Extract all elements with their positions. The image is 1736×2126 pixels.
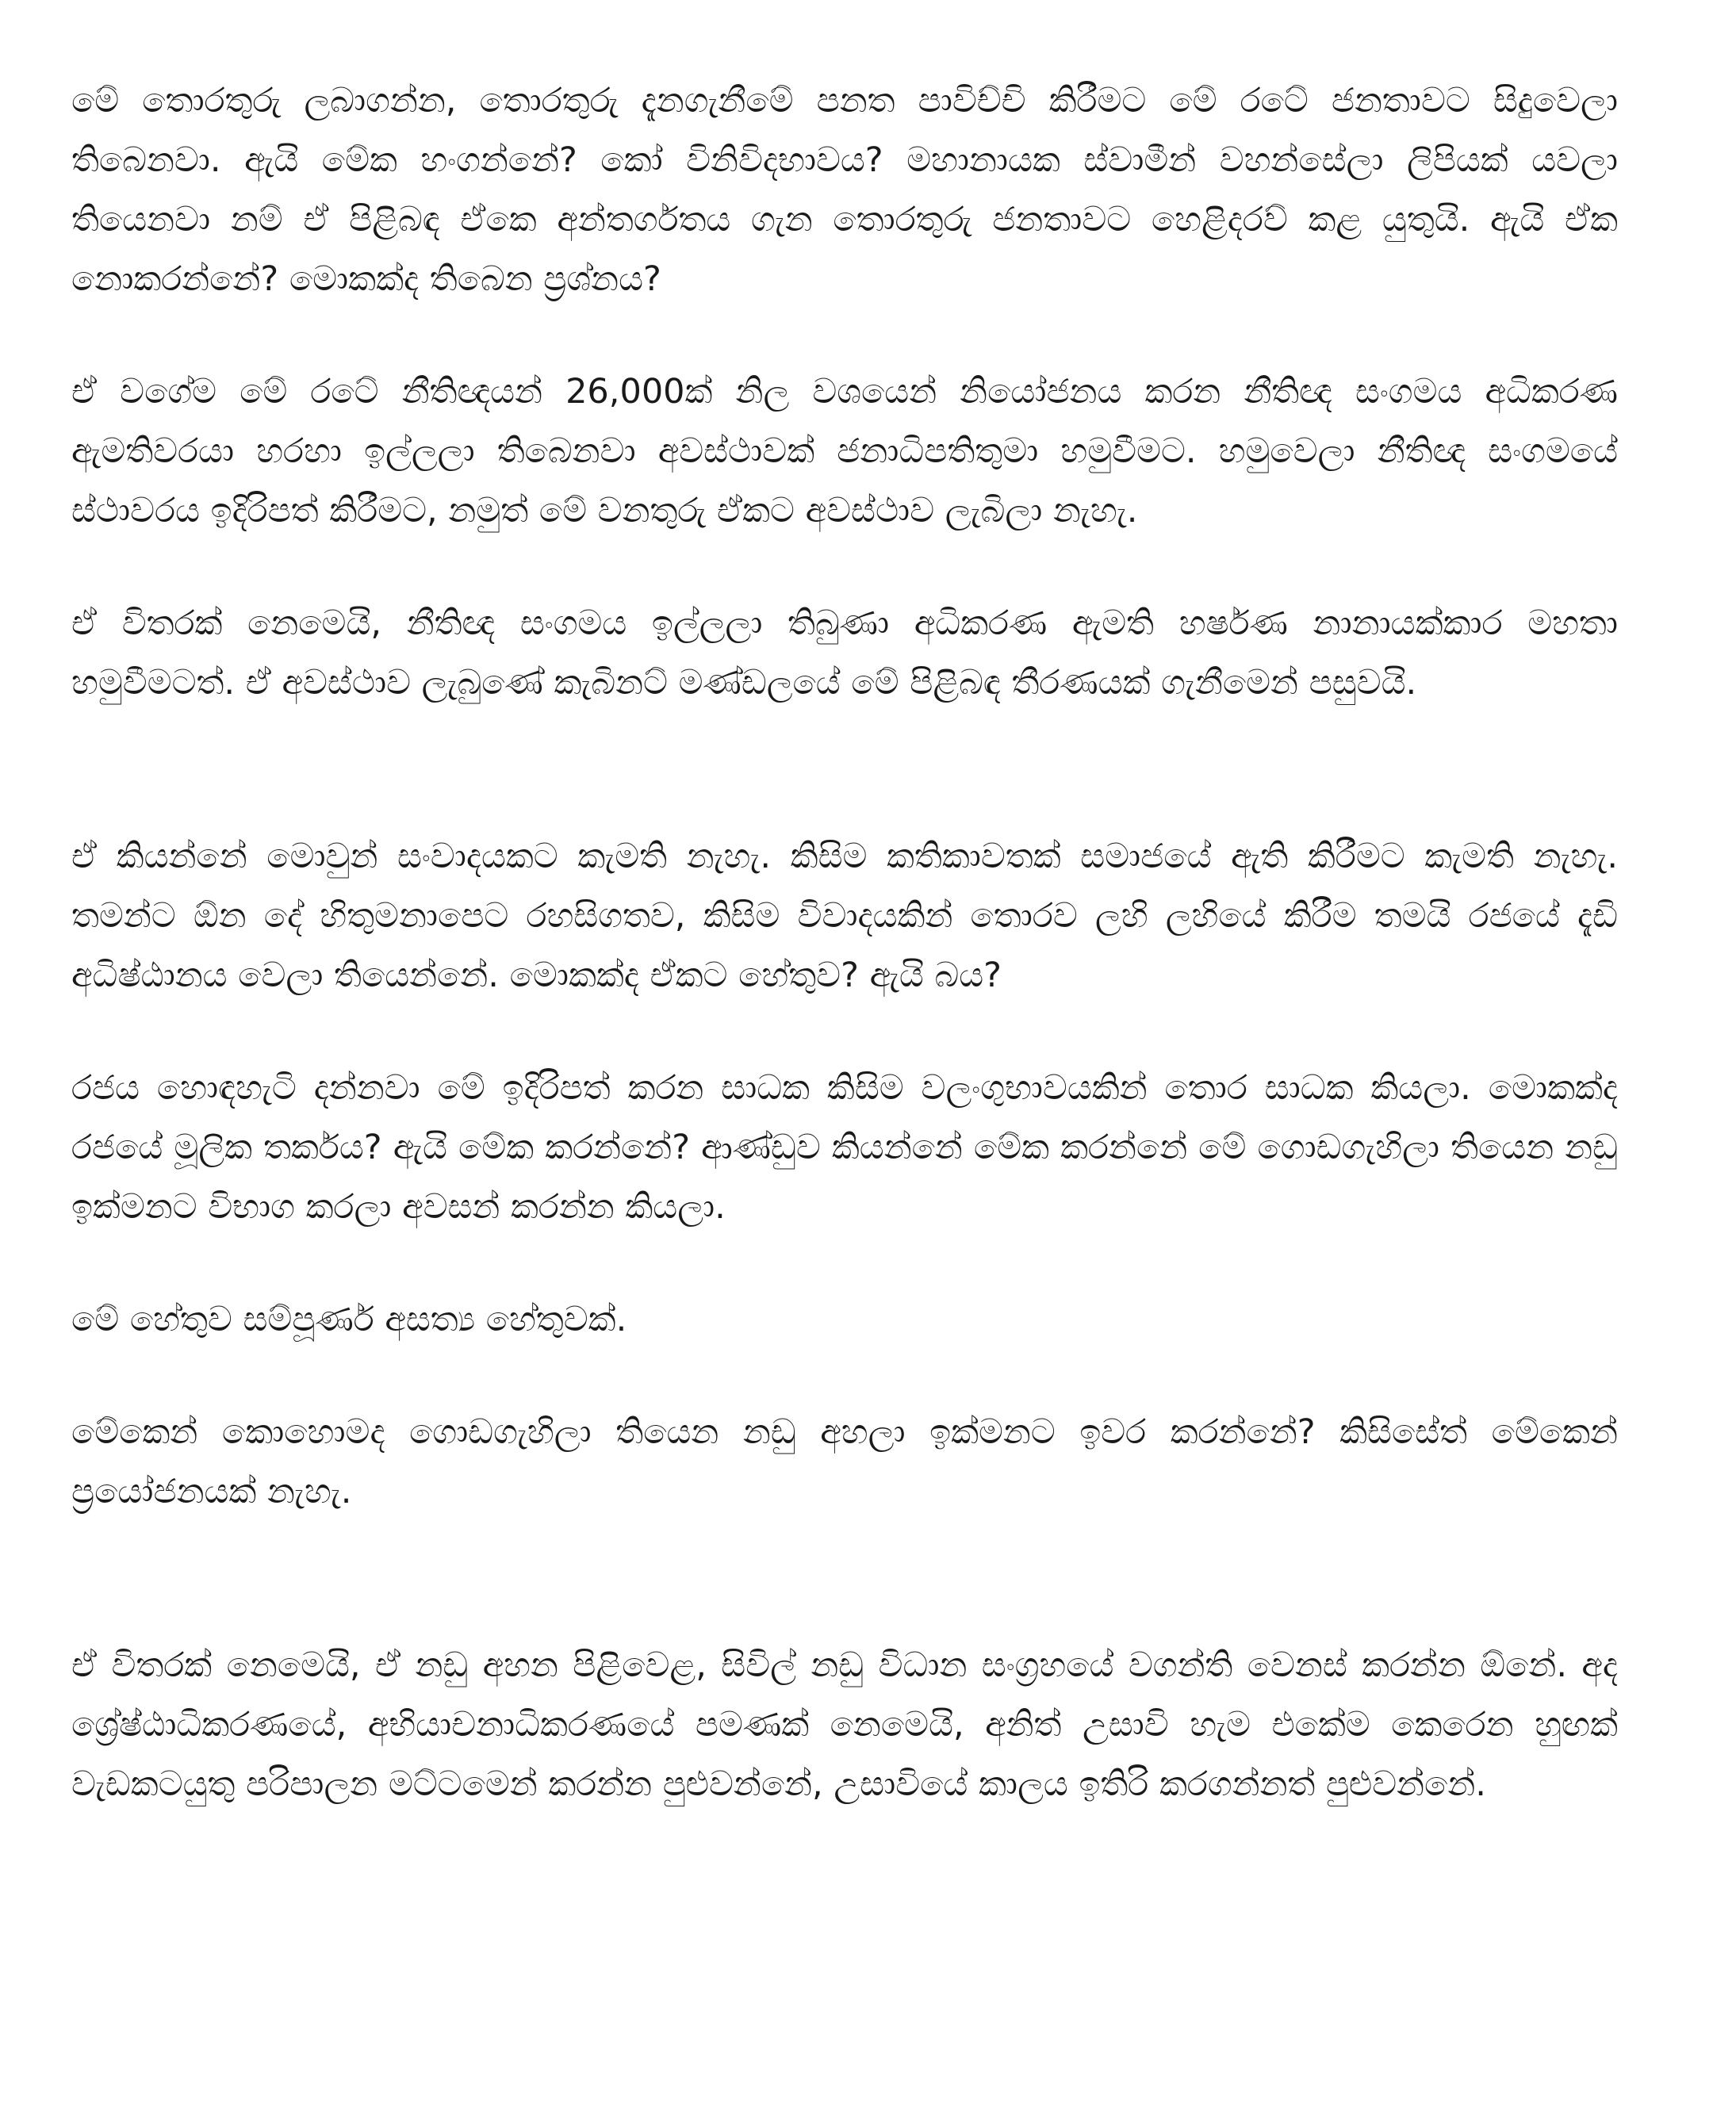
paragraph-5: රජය හොඳහැටි දන්නවා මේ ඉදිරිපත් කරන සාධක කිසිම වලංගුභාවයකින් තොර සාධක කියලා. මොකක්ද රජයේ මූලික තර්කය? ඇයි මේක කරන්නේ? ආණ්ඩුව කියන්නේ මේක කරන්නේ මේ ගොඩගැහිලා තියෙන නඩු ඉක්මනට විභාග කරලා අවසන් කරන්න කියලා. (71, 1068, 1618, 1227)
paragraph-spacer (71, 1006, 1618, 1059)
paragraph-spacer (71, 309, 1618, 362)
article-body (71, 71, 1618, 1814)
paragraph-spacer (71, 1237, 1618, 1290)
paragraph-6: මේ හේතුව සම්පූර්ණ අසත්‍ය හේතුවක්. (71, 1300, 627, 1339)
paragraph-4: ඒ කියන්නේ මොවුන් සංවාදයකට කැමති නැහැ. කිසිම කතිකාවතක් සමාජයේ ඇති කිරීමට කැමති නැහැ. තමන්ට ඕන දේ හිතුමනාපෙට රහසිගතව, කිසිම විවාදයකින් තොරව ලහි ලහියේ කිරීම තමයි රජයේ දැඩි අධිෂ්ඨානය වෙලා තියෙන්නේ. මොකක්ද ඒකට හේතුව? ඇයි බය? (71, 837, 1618, 995)
paragraph-3: ඒ විතරක් නෙමෙයි, නීතිඥ සංගමය ඉල්ලලා තිබුණා අධිකරණ ඇමති හර්ෂණ නානායක්කාර මහතා හමුවීමටත්. ඒ අවස්ථාව ලැබුණේ කැබිනට් මණ්ඩලයේ මේ පිළිබඳ තීරණයක් ගැනීමෙන් පසුවයි. (71, 603, 1618, 703)
paragraph-spacer (71, 541, 1618, 594)
paragraph-8: ඒ විතරක් නෙමෙයි, ඒ නඩු අහන පිළිවෙළ, සිවිල් නඩු විධාන සංග්‍රහයේ වගන්ති වෙනස් කරන්න ඕනේ. අද ශ්‍රේෂ්ඨාධිකරණයේ, අභියාචනාධිකරණයේ පමණක් නෙමෙයි, අනිත් උසාවි හැම එකේම කෙරෙන හුඟක් වැඩකටයුතු පරිපාලන මට්ටමෙන් කරන්න පුළුවන්නේ, උසාවියේ කාලය ඉතිරි කරගන්නත් පුළුවන්නේ. (71, 1645, 1618, 1804)
paragraph-spacer (71, 1350, 1618, 1403)
paragraph-1: මේ තොරතුරු ලබාගන්න, තොරතුරු දැනගැනීමේ පනත පාවිච්චි කිරීමට මේ රටේ ජනතාවට සිදුවෙලා තිබෙනවා. ඇයි මේක හංගන්නේ? කෝ විනිවිදභාවය? මහානායක ස්වාමීන් වහන්සේලා ලිපියක් යවලා තියෙනවා නම් ඒ පිළිබඳ ඒකෙ අන්තර්ගතය ගැන තොරතුරු ජනතාවට හෙළිදරව් කළ යුතුයි. ඇයි ඒක නොකරන්නේ? මොකක්ද තිබෙන ප්‍රශ්නය? (71, 81, 1618, 299)
section-spacer (71, 713, 1618, 827)
paragraph-2: ඒ වගේම මේ රටේ නීතිඥයන් 26,000ක් නිල වශයෙන් නියෝජනය කරන නීතිඥ සංගමය අධිකරණ ඇමතිවරයා හරහා ඉල්ලලා තිබෙනවා අවස්ථාවක් ජනාධිපතිතුමා හමුවීමට. හමුවෙලා නීතිඥ සංගමයේ ස්ථාවරය ඉදිරිපත් කිරීමට, නමුත් මේ වනතුරු ඒකට අවස්ථාව ලැබිලා නැහැ. (71, 372, 1618, 531)
section-spacer (71, 1522, 1618, 1636)
paragraph-7: මේකෙන් කොහොමද ගොඩගැහිලා තියෙන නඩු අහලා ඉක්මනට ඉවර කරන්නේ? කිසිසේත් මේකෙන් ප්‍රයෝජනයක් නැහැ. (71, 1412, 1618, 1511)
